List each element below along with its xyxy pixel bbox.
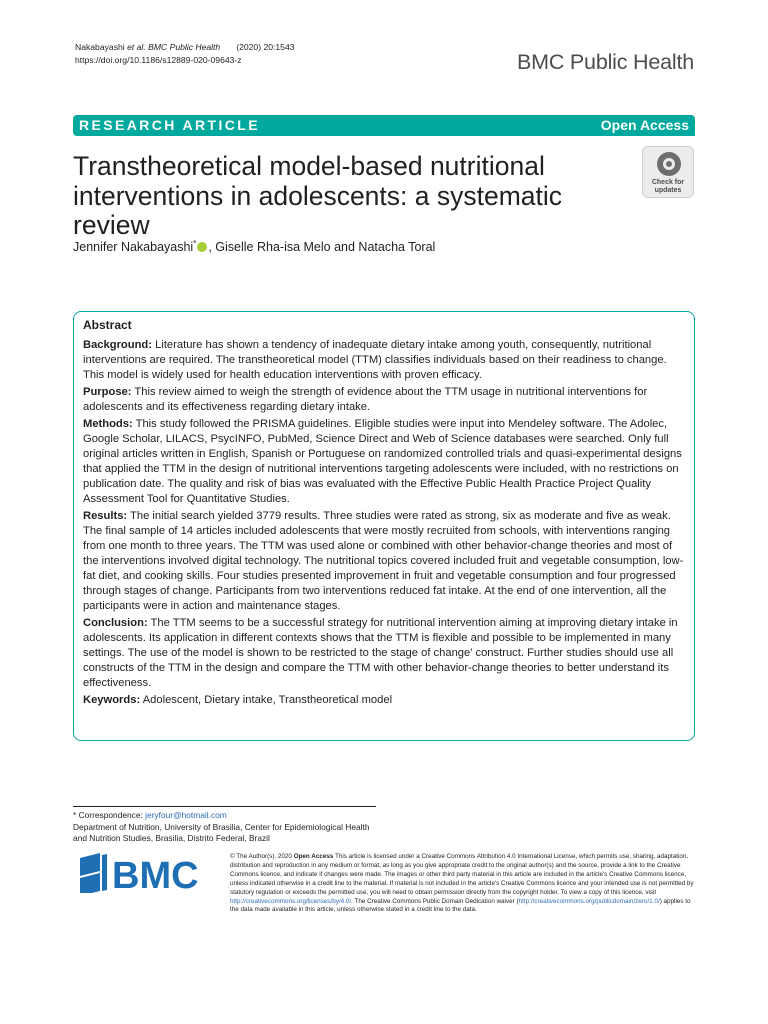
- abstract-section-text: Literature has shown a tendency of inadequate dietary intake among youth, consequently, nutritional interventions are required. The transtheoretical model (TTM) classifies individuals based on their readiness to change. This model is widely used for health education interventions with proven efficacy.: [83, 339, 667, 381]
- author-first[interactable]: Jennifer Nakabayashi: [73, 240, 194, 255]
- abstract-section-text: This study followed the PRISMA guidelines. Eligible studies were input into Mendeley software. The Adolec, Google Scholar, LILACS, PsycINFO, PubMed, Science Direct and Web of Science databases were searched. Only full original articles written in English, Spanish or Portuguese on randomized controlled trials and quasi-experimental designs that applied the TTM in the design of nutritional interventions targeting adolescents were included, with no restrictions on publication date. The quality and risk of bias was evaluated with the Effective Public Health Practice Project Quality Assessment Tool for Quantitative Studies.: [83, 418, 682, 505]
- bmc-logo-text: BMC: [112, 855, 199, 893]
- journal-name: BMC Public Health: [516, 50, 694, 74]
- citation-header: [75, 41, 295, 66]
- license-link-cc0[interactable]: http://creativecommons.org/publicdomain/zero/1.0/: [518, 897, 660, 905]
- bmc-logo-bar: [102, 854, 107, 891]
- abstract-section-label: Purpose:: [83, 386, 132, 398]
- abstract-section-label: Conclusion:: [83, 617, 148, 629]
- footnote-divider: [73, 806, 376, 807]
- abstract-section-text: The TTM seems to be a successful strategy for nutritional intervention aiming at improving dietary intake in adolescents. Its application in different contexts shows that the TTM is flexible and possible to be implemented in many settings. The use of the model is shown to be restricted to the stage of change' construct. Further studies should use all constructs of the TTM in the design and compare the TTM with other behavior-change theories to better understand its effectiveness.: [83, 617, 678, 689]
- correspondence-footnote: [73, 810, 373, 845]
- corresponding-marker: *: [193, 239, 197, 248]
- abstract-section-label: Background:: [83, 339, 152, 351]
- affiliation: Department of Nutrition, University of Brasilia, Center for Epidemiological Health and Nutrition Studies, Brasilia, Distrito Federal, Brazil: [73, 821, 370, 843]
- bmc-logo-block-top: [80, 853, 100, 876]
- license-statement: [230, 853, 697, 915]
- license-open-access: Open Access: [293, 853, 334, 860]
- correspondence-label: * Correspondence:: [73, 810, 146, 820]
- crossmark-label-line1: Check for: [651, 179, 685, 186]
- abstract-methods: [83, 417, 685, 507]
- abstract-keywords: [83, 693, 685, 708]
- abstract-heading: Abstract: [83, 318, 132, 332]
- license-text: . The Creative Commons Public Domain Dedication waiver (: [351, 897, 519, 905]
- author-list: [73, 239, 435, 254]
- orcid-icon[interactable]: [197, 242, 207, 252]
- bmc-logo: [80, 853, 220, 893]
- citation-journal: et al. BMC Public Health: [127, 42, 221, 52]
- abstract-section-text: The initial search yielded 3779 results. Three studies were rated as strong, six as moderate and five as weak. The final sample of 14 articles included adolescents that were mostly recruited from schools, with interventions ranging from one month to three years. The TTM was used alone or combined with other behavior-change theories and most of the interventions involved digital technology. The nutritional topics covered included fruit and vegetable consumption, low-fat diet, and cooking skills. Four studies presented improvement in fruit and vegetable consumption and four progressed through stages of change. Participants from two interventions reduced fat intake. At the end of one intervention, all the participants were in action and maintenance stages.: [83, 510, 684, 612]
- crossmark-label-line2: updates: [654, 187, 682, 194]
- correspondence-email-link[interactable]: jeryfour@hotmail.com: [145, 810, 227, 820]
- abstract-section-label: Keywords:: [83, 694, 141, 706]
- citation-authors: Nakabayashi: [75, 42, 128, 52]
- abstract-box: [73, 311, 695, 741]
- correspondence-line: [73, 810, 373, 822]
- crossmark-label: [643, 179, 693, 195]
- license-link-cc-by[interactable]: http://creativecommons.org/licenses/by/4.0/: [230, 897, 352, 905]
- citation-year: (2020) 20:1543: [236, 42, 295, 52]
- article-type-banner: [73, 115, 695, 136]
- abstract-purpose: [83, 385, 685, 415]
- abstract-results: [83, 509, 685, 614]
- abstract-background: [83, 338, 685, 383]
- article-title: Transtheoretical model-based nutritional interventions in adolescents: a systematic review: [73, 151, 563, 240]
- abstract-section-label: Methods:: [83, 418, 133, 430]
- abstract-section-label: Results:: [83, 510, 128, 522]
- citation-line: [75, 41, 295, 54]
- license-text: This article is licensed under a Creative Commons Attribution 4.0 International License, which permits use, sharing, adaptation, distribution and reproduction in any medium or format, as long as you give appropriate credit to the original author(s) and the source, provide a link to the Creative Commons licence, and indicate if changes were made. The images or other third party material in this article are included in the article's Creative Commons licence, unless indicated otherwise in a credit line to the material. If material is not included in the article's Creative Commons licence and your intended use is not permitted by statutory regulation or exceeds the permitted use, you will need to obtain permission directly from the copyright holder. To view a copy of this licence, visit: [230, 853, 694, 896]
- doi-link[interactable]: https://doi.org/10.1186/s12889-020-09643-z: [75, 54, 242, 65]
- license-text: ) applies to the data made available in this article, unless otherwise stated in a credit line to the data.: [230, 897, 691, 914]
- article-type-label: RESEARCH ARTICLE: [79, 117, 260, 133]
- license-copyright: © The Author(s). 2020: [230, 853, 294, 860]
- check-for-updates-badge[interactable]: [642, 146, 694, 198]
- author-others: , Giselle Rha-isa Melo and Natacha Toral: [208, 240, 436, 255]
- abstract-section-text: Adolescent, Dietary intake, Transtheoretical model: [140, 694, 393, 706]
- bmc-logo-block-bottom: [80, 873, 100, 893]
- abstract-section-text: This review aimed to weigh the strength of evidence about the TTM usage in nutritional interventions for adolescents and its effectiveness regarding dietary intake.: [83, 386, 648, 413]
- crossmark-icon: [657, 152, 681, 176]
- abstract-conclusion: [83, 616, 685, 691]
- open-access-label: Open Access: [600, 117, 689, 133]
